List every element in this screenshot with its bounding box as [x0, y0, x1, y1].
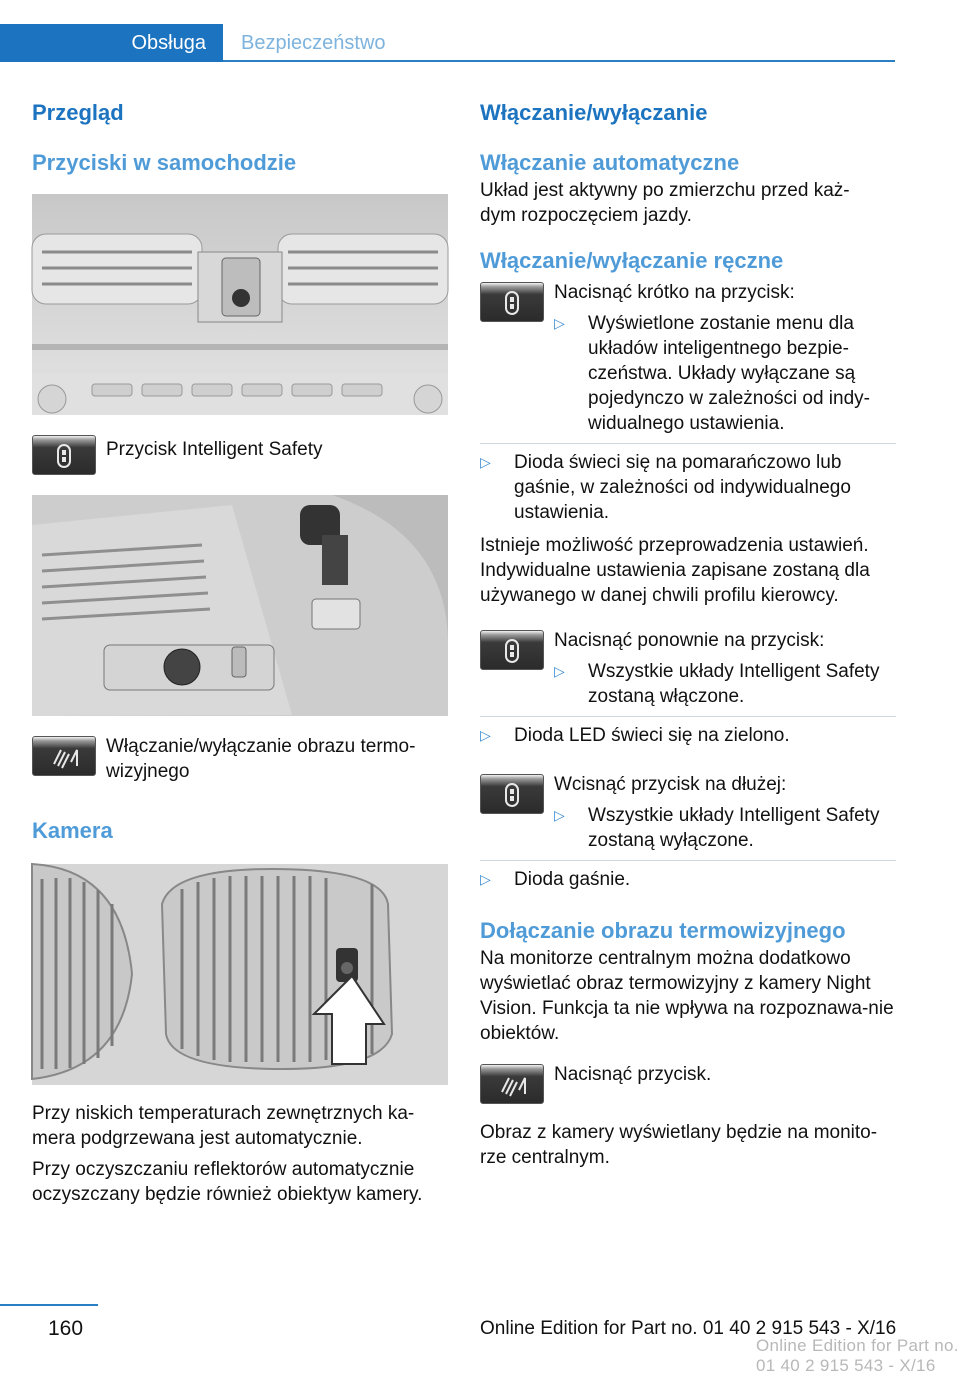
bullet-all-off-text: Wszystkie układy Intelligent Safety zostaną wyłączone. [588, 805, 880, 851]
triangle-bullet-icon: ▷ [480, 727, 491, 743]
thermal-text: Na monitorze centralnym można dodatkowo wyświetlać obraz termowizyjny z kamery Night Vision. Funkcja ta nie wpływa na rozpoznawa-nie obiektów. [480, 948, 894, 1044]
separator [480, 716, 896, 717]
list-item [480, 450, 896, 525]
heading-buttons: Przyciski w samochodzie [32, 150, 297, 175]
intelligent-safety-button-icon [480, 282, 544, 322]
tab-obsluga[interactable]: Obsługa [0, 24, 223, 62]
bullet-led-off-text: Dioda gaśnie. [514, 869, 631, 890]
heading-on-off: Włączanie/wyłączanie [480, 100, 708, 125]
separator [480, 443, 896, 444]
press-short-text: Nacisnąć krótko na przycisk: [554, 282, 795, 303]
heading-manual: Włączanie/wyłączanie ręczne [480, 248, 784, 273]
caption-intelligent-safety: Przycisk Intelligent Safety [106, 439, 323, 460]
intelligent-safety-button-icon [32, 435, 96, 475]
heading-auto: Włączanie automatyczne [480, 150, 740, 175]
night-vision-button-icon [32, 736, 96, 776]
list-item [480, 867, 896, 892]
triangle-bullet-icon: ▷ [554, 663, 565, 679]
heading-thermal: Dołączanie obrazu termowizyjnego [480, 918, 846, 943]
edition-text: Online Edition for Part no. 01 40 2 915 543 - X/16 [480, 1318, 897, 1339]
led-green-list [480, 723, 896, 748]
led-off-list [480, 867, 896, 892]
kidney-grille-camera-photo [32, 864, 448, 1085]
list-item [554, 659, 896, 709]
bullet-led-orange-text: Dioda świeci się na pomarańczowo lub gaśnie, w zależności od indywidualnego ustawienia. [514, 452, 851, 523]
press-long-text: Wcisnąć przycisk na dłużej: [554, 774, 787, 795]
bullet-all-on-text: Wszystkie układy Intelligent Safety zostaną włączone. [588, 661, 880, 707]
intelligent-safety-button-icon [480, 630, 544, 670]
thermal-image-row [32, 734, 448, 784]
caption-thermal: Włączanie/wyłączanie obrazu termo-wizyjnego [106, 736, 416, 782]
tab-bezpieczenstwo[interactable]: Bezpieczeństwo [241, 32, 386, 54]
light-switch-photo [32, 495, 448, 716]
list-item [480, 723, 896, 748]
press-again-block [554, 628, 896, 709]
bullet-led-green-text: Dioda LED świeci się na zielono. [514, 725, 790, 746]
auto-text: Układ jest aktywny po zmierzchu przed każ-dym rozpoczęciem jazdy. [480, 180, 850, 226]
triangle-bullet-icon: ▷ [480, 454, 491, 470]
right-column [480, 98, 896, 1170]
led-orange-list [480, 450, 896, 525]
press-long-block [554, 772, 896, 853]
press-long-list [554, 803, 896, 853]
intelligent-safety-button-icon [480, 774, 544, 814]
dashboard-vents-photo [32, 194, 448, 415]
triangle-bullet-icon: ▷ [480, 871, 491, 887]
intelligent-safety-row [32, 433, 448, 475]
bullet-menu-text: Wyświetlone zostanie menu dla układów inteligentnego bezpie-czeństwa. Układy wyłączane są pojedynczo w zależności od indy-widualnego ustawienia. [588, 313, 870, 434]
header-tabs [0, 24, 895, 62]
press-button-text: Nacisnąć przycisk. [554, 1064, 712, 1085]
press-long-row [480, 772, 896, 853]
triangle-bullet-icon: ▷ [554, 315, 565, 331]
press-short-row [480, 280, 896, 436]
press-short-list [554, 311, 896, 436]
camera-image-text: Obraz z kamery wyświetlany będzie na monito-rze centralnym. [480, 1122, 878, 1168]
heading-overview: Przegląd [32, 100, 124, 125]
press-button-row [480, 1062, 896, 1104]
press-again-text: Nacisnąć ponownie na przycisk: [554, 630, 825, 651]
camera-cleaning-text: Przy oczyszczaniu reflektorów automatycznie oczyszczany będzie również obiektyw kamery. [32, 1159, 423, 1205]
separator [480, 860, 896, 861]
list-item [554, 803, 896, 853]
settings-text: Istnieje możliwość przeprowadzenia ustawień. Indywidualne ustawienia zapisane zostaną dla używanego w danej chwili profilu kierowcy. [480, 535, 870, 606]
night-vision-button-icon [480, 1064, 544, 1104]
press-again-row [480, 628, 896, 709]
list-item [554, 311, 896, 436]
press-short-block [554, 280, 896, 436]
page-number: 160 [48, 1317, 84, 1340]
press-again-list [554, 659, 896, 709]
camera-heating-text: Przy niskich temperaturach zewnętrznych ka-mera podgrzewana jest automatycznie. [32, 1103, 415, 1149]
triangle-bullet-icon: ▷ [554, 807, 565, 823]
watermark: Online Edition for Part no. 01 40 2 915 543 - X/16 [756, 1336, 959, 1375]
footer-line [0, 1304, 98, 1306]
left-column [32, 98, 448, 1207]
heading-camera: Kamera [32, 818, 113, 843]
